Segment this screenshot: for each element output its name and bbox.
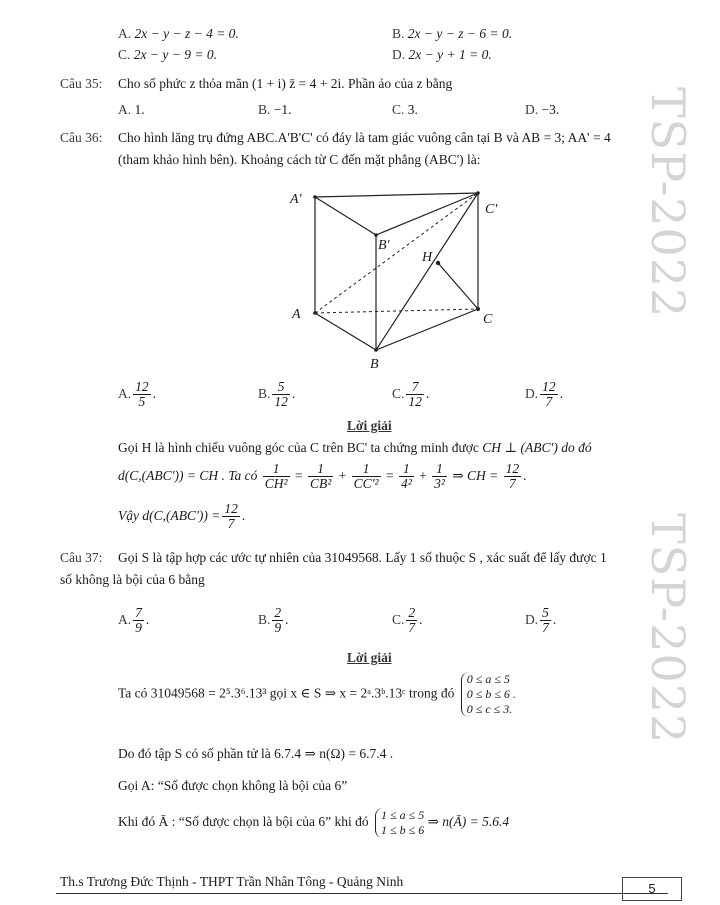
label-h: H bbox=[422, 250, 433, 265]
q35-label: Câu 35: bbox=[60, 76, 103, 91]
edge-b-c1 bbox=[376, 193, 478, 350]
edge-a1-c1 bbox=[315, 193, 478, 197]
q36-solution-title: Lời giải bbox=[347, 418, 392, 433]
footer-rule bbox=[56, 893, 668, 894]
q37-option-b: B. $\frac{2}{9}$ . bbox=[258, 605, 289, 636]
q34-option-d: D. 2x − y + 1 = 0. bbox=[392, 47, 492, 62]
q36-label: Câu 36: bbox=[60, 130, 103, 145]
point-b1 bbox=[374, 233, 378, 237]
edge-a1-b1 bbox=[315, 197, 376, 235]
watermark-bottom: TSP-2022 bbox=[641, 513, 695, 745]
edge-h-c bbox=[438, 263, 478, 309]
edge-a-b bbox=[315, 313, 376, 350]
label-c: C bbox=[483, 312, 493, 327]
point-a bbox=[313, 311, 317, 315]
label-c1: C' bbox=[485, 202, 498, 217]
q37-label: Câu 37: bbox=[60, 550, 103, 565]
q37-option-d: D. $\frac{5}{7}$ . bbox=[525, 605, 557, 636]
q37-option-c: C. $\frac{2}{7}$ . bbox=[392, 605, 423, 636]
q37-solution-line2: Do đó tập S có số phần tử là 6.7.4 ⇒ n(Ω) = 6.7.4 . bbox=[118, 746, 394, 761]
q35-option-c: C. 3. bbox=[392, 102, 418, 117]
edge-b1-c1 bbox=[376, 193, 478, 235]
q36-option-c: C. $\frac{7}{12}$ . bbox=[392, 379, 430, 410]
q36-option-a: A. $\frac{12}{5}$ . bbox=[118, 379, 156, 410]
q37-solution-title: Lời giải bbox=[347, 650, 392, 665]
edge-a-c-hidden bbox=[315, 309, 478, 313]
q34-option-c: C. 2x − y − 9 = 0. bbox=[118, 47, 217, 62]
q35-option-a: A. 1. bbox=[118, 102, 145, 117]
prism-figure bbox=[280, 185, 520, 370]
q37-solution-line3: Gọi A: “Số được chọn không là bội của 6” bbox=[118, 778, 348, 793]
point-a1 bbox=[313, 195, 317, 199]
q37-cases-brace: 0 ≤ a ≤ 5 0 ≤ b ≤ 6 . 0 ≤ c ≤ 3. bbox=[461, 672, 516, 717]
q37-cases2-brace: 1 ≤ a ≤ 5 1 ≤ b ≤ 6 bbox=[375, 808, 424, 838]
q37-line1: Gọi S là tập hợp các ước tự nhiên của 31049568. Lấy 1 số thuộc S , xác suất để lấy được 1 bbox=[118, 550, 607, 565]
q34-option-a: A. 2x − y − z − 4 = 0. bbox=[118, 26, 239, 41]
edge-a-c1-hidden bbox=[315, 193, 478, 313]
q36-solution-line3: Vậy d(C,(ABC')) = $\frac{12}{7}$ . bbox=[118, 501, 246, 532]
q36-solution-line1: Gọi H là hình chiếu vuông góc của C trên BC' ta chứng minh được CH ⊥ (ABC') do đó bbox=[118, 440, 592, 455]
label-b1: B' bbox=[378, 238, 390, 253]
q35-option-b: B. −1. bbox=[258, 102, 292, 117]
page-number: 5 bbox=[622, 877, 682, 901]
q34-option-b: B. 2x − y − z − 6 = 0. bbox=[392, 26, 513, 41]
label-a1: A' bbox=[290, 192, 302, 207]
point-b bbox=[374, 348, 378, 352]
q36-option-b: B. $\frac{5}{12}$ . bbox=[258, 379, 296, 410]
point-h bbox=[436, 261, 440, 265]
q36-line1: Cho hình lăng trụ đứng ABC.A'B'C' có đáy là tam giác vuông cân tại B và AB = 3; AA' = 4 bbox=[118, 130, 611, 145]
point-c1 bbox=[476, 191, 480, 195]
q37-solution-line4: Khi đó Ā : “Số được chọn là bội của 6” khi đó 1 ≤ a ≤ 5 1 ≤ b ≤ 6 ⇒ n(Ā) = 5.6.4 bbox=[118, 808, 510, 837]
q37-line2: số không là bội của 6 bằng bbox=[60, 572, 205, 587]
q37-solution-line1: Ta có 31049568 = 2⁵.3⁶.13³ gọi x ∈ S ⇒ x = 2ᵃ.3ᵇ.13ᶜ trong đó 0 ≤ a ≤ 5 0 ≤ b ≤ 6 . 0 ≤ c ≤ 3. bbox=[118, 672, 516, 716]
footer-author: Th.s Trương Đức Thịnh - THPT Trần Nhân Tông - Quảng Ninh bbox=[60, 874, 404, 889]
q35-option-d: D. −3. bbox=[525, 102, 560, 117]
q36-solution-line2: d(C,(ABC')) = CH . Ta có $\frac{1}{\text{CH²}}$ = $\frac{1}{\text{CB²}}$ + $\frac{1}{\text{CC'²}}$ = $\frac{1}{\text{4²}}$ + $\frac{1}{\text{3²}}$ ⇒ CH = $\frac{12}{7}$ . bbox=[118, 461, 527, 492]
label-b: B bbox=[370, 357, 379, 370]
label-a: A bbox=[292, 307, 301, 322]
q37-option-a: A. $\frac{7}{9}$ . bbox=[118, 605, 150, 636]
q36-option-d: D. $\frac{12}{7}$ . bbox=[525, 379, 563, 410]
q35-text: Cho số phức z thỏa mãn (1 + i) z̄ = 4 + 2i. Phần ảo của z bằng bbox=[118, 76, 453, 91]
q36-line2: (tham khảo hình bên). Khoảng cách từ C đến mặt phẳng (ABC') là: bbox=[118, 152, 481, 167]
edge-b-c bbox=[376, 309, 478, 350]
watermark-top: TSP-2022 bbox=[641, 87, 695, 319]
point-c bbox=[476, 307, 480, 311]
